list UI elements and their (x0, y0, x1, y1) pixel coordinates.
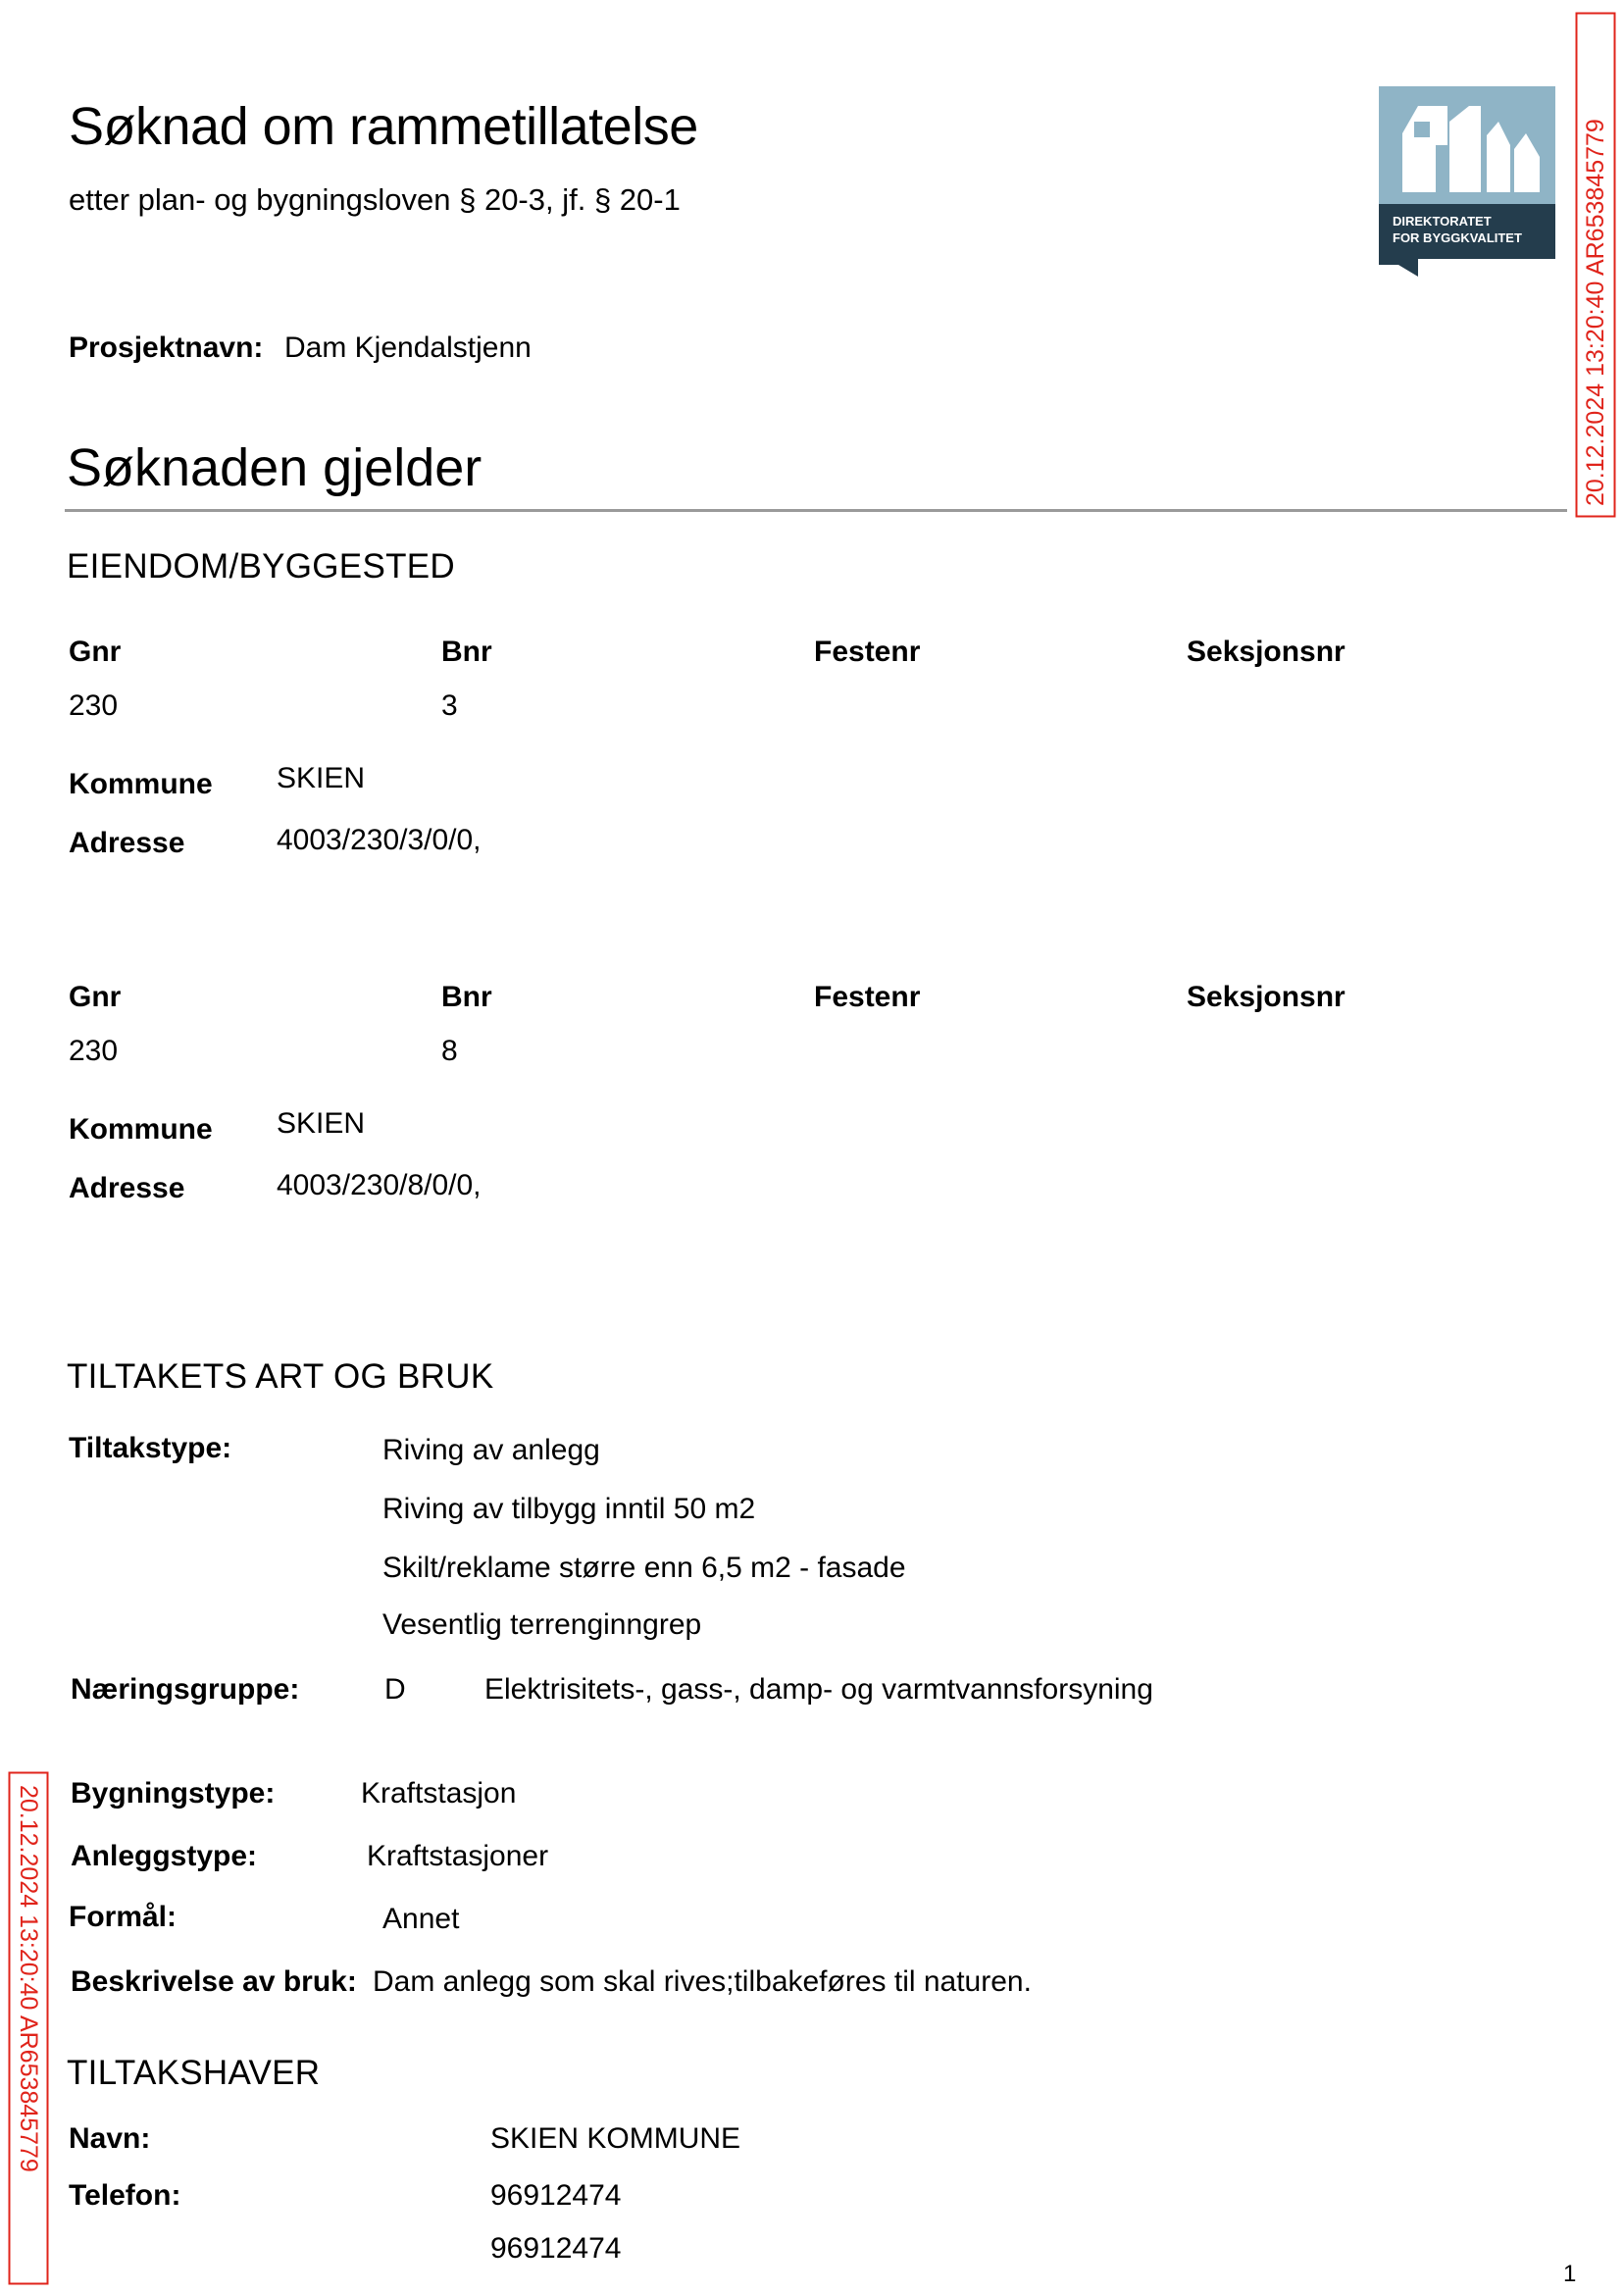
kommune-label: Kommune (69, 1113, 213, 1146)
anleggstype-label: Anleggstype: (71, 1840, 258, 1872)
col-festenr: Festenr (814, 981, 921, 1013)
col-seksjonsnr: Seksjonsnr (1187, 636, 1345, 668)
owner-heading: TILTAKSHAVER (67, 2054, 321, 2092)
col-bnr: Bnr (441, 981, 492, 1013)
adresse-label: Adresse (69, 827, 185, 859)
svg-text:FOR BYGGKVALITET: FOR BYGGKVALITET (1393, 230, 1522, 245)
property-heading: EIENDOM/BYGGESTED (67, 547, 455, 586)
bygningstype-value: Kraftstasjon (361, 1777, 517, 1810)
project-name-label: Prosjektnavn: (69, 331, 264, 364)
formal-label: Formål: (69, 1901, 178, 1933)
svg-text:20.12.2024 13:20:40 AR65384577: 20.12.2024 13:20:40 AR653845779 (15, 1785, 42, 2172)
measure-heading: TILTAKETS ART OG BRUK (67, 1357, 494, 1396)
owner-name-value: SKIEN KOMMUNE (490, 2122, 741, 2155)
tiltakstype-item: Riving av tilbygg inntil 50 m2 (382, 1493, 756, 1525)
kommune-value: SKIEN (277, 762, 366, 794)
col-gnr: Gnr (69, 981, 122, 1013)
kommune-value: SKIEN (277, 1107, 366, 1140)
owner-phone-label: Telefon: (69, 2179, 181, 2212)
bnr-value: 8 (441, 1035, 458, 1067)
svg-text:20.12.2024 13:20:40 AR65384577: 20.12.2024 13:20:40 AR653845779 (1582, 119, 1609, 506)
document-title: Søknad om rammetillatelse (69, 97, 698, 156)
anleggstype-value: Kraftstasjoner (367, 1840, 549, 1872)
beskrivelse-value: Dam anlegg som skal rives;tilbakeføres til naturen. (373, 1965, 1032, 1998)
adresse-label: Adresse (69, 1172, 185, 1204)
tiltakstype-label: Tiltakstype: (69, 1432, 232, 1464)
owner-phone-value: 96912474 (490, 2179, 622, 2212)
page-number: 1 (1563, 2261, 1577, 2287)
tiltakstype-item: Riving av anlegg (382, 1434, 600, 1466)
adresse-value: 4003/230/8/0/0, (277, 1169, 482, 1201)
naeringsgruppe-text: Elektrisitets-, gass-, damp- og varmtvannsforsyning (484, 1673, 1153, 1706)
owner-name-label: Navn: (69, 2122, 151, 2155)
naeringsgruppe-code: D (384, 1673, 406, 1706)
col-bnr: Bnr (441, 636, 492, 668)
formal-value: Annet (382, 1903, 460, 1935)
tiltakstype-item: Skilt/reklame større enn 6,5 m2 - fasade (382, 1552, 906, 1584)
adresse-value: 4003/230/3/0/0, (277, 824, 482, 856)
bnr-value: 3 (441, 689, 458, 722)
section-divider (65, 509, 1567, 512)
gnr-value: 230 (69, 689, 119, 722)
tiltakstype-item: Vesentlig terrenginngrep (382, 1608, 702, 1641)
bygningstype-label: Bygningstype: (71, 1777, 276, 1810)
col-seksjonsnr: Seksjonsnr (1187, 981, 1345, 1013)
kommune-label: Kommune (69, 768, 213, 800)
col-gnr: Gnr (69, 636, 122, 668)
dibk-logo (1379, 86, 1555, 277)
document-subtitle: etter plan- og bygningsloven § 20-3, jf. § 20-1 (69, 182, 681, 217)
timestamp-stamp-side (8, 1771, 49, 2285)
naeringsgruppe-label: Næringsgruppe: (71, 1673, 300, 1706)
section-title: Søknaden gjelder (67, 438, 482, 497)
gnr-value: 230 (69, 1035, 119, 1067)
beskrivelse-label: Beskrivelse av bruk: (71, 1965, 357, 1998)
owner-phone-value-2: 96912474 (490, 2232, 622, 2265)
col-festenr: Festenr (814, 636, 921, 668)
project-name-value: Dam Kjendalstjenn (284, 331, 532, 364)
svg-text:DIREKTORATET: DIREKTORATET (1393, 214, 1492, 229)
timestamp-stamp-top (1575, 12, 1616, 518)
